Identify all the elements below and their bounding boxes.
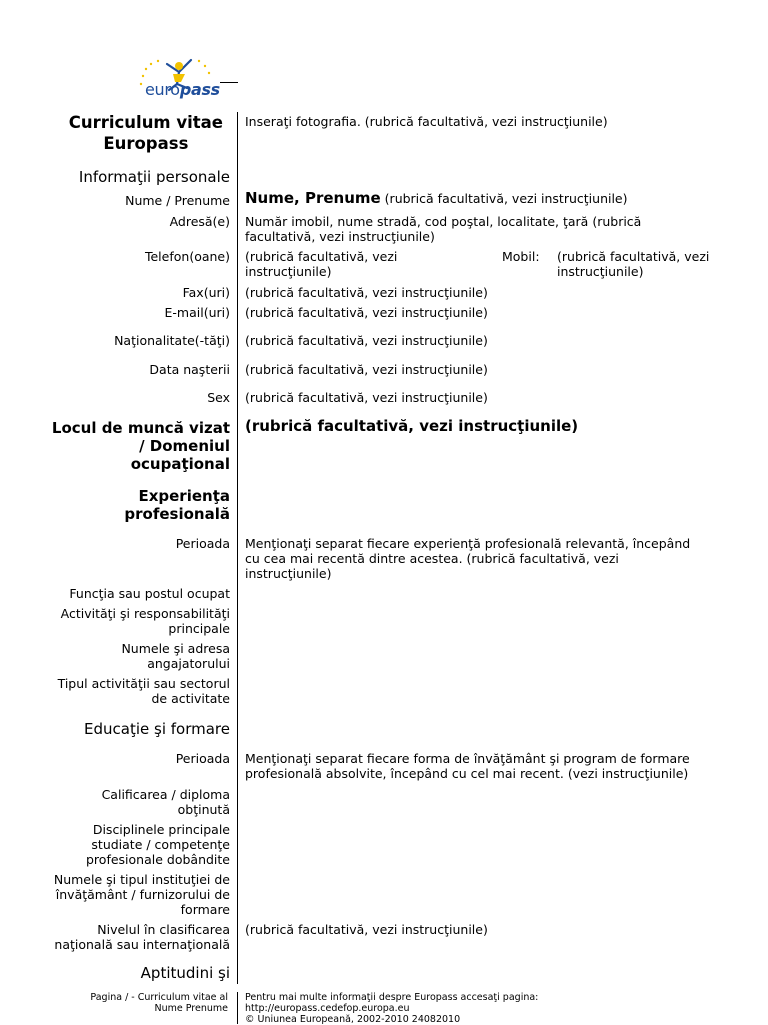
logo-wordmark: europass (145, 80, 220, 99)
classification-level-label: Nivelul în clasificarea naţională sau internaţională (54, 922, 230, 952)
institution-label: Numele şi tipul instituţiei de învăţământ / furnizorului de formare (53, 872, 230, 917)
activities-label: Activităţi şi responsabilităţi principale (60, 606, 230, 636)
function-label: Funcţia sau postul ocupat (69, 586, 230, 601)
column-divider (237, 112, 238, 984)
desired-job-value: (rubrică facultativă, vezi instrucţiunile) (245, 417, 579, 435)
birth-date-value: (rubrică facultativă, vezi instrucţiunile) (245, 362, 488, 377)
sex-value: (rubrică facultativă, vezi instrucţiunile) (245, 390, 488, 405)
education-period-label: Perioada (175, 751, 230, 766)
footer-page-info: Pagina / - Curriculum vitae al Nume Prenume (90, 992, 228, 1014)
footer-europass-info: Pentru mai multe informaţii despre Europass accesaţi pagina: http://europass.cedefop.europa.eu © Uniunea Europeană, 2002-2010 24082010 (245, 992, 539, 1025)
logo-divider (220, 82, 238, 83)
employer-label: Numele şi adresa angajatorului (121, 641, 230, 671)
section-skills: Aptitudini şi (140, 964, 230, 982)
nationality-label: Naţionalitate(-tăţi) (114, 333, 230, 348)
name-value: Nume, Prenume (rubrică facultativă, vezi instrucţiunile) (245, 189, 628, 207)
address-value: Număr imobil, nume stradă, cod poştal, localitate, ţară (rubrică facultativă, vezi instrucţiunile) (245, 214, 642, 244)
phone-value: (rubrică facultativă, vezi instrucţiunile) (245, 249, 398, 279)
email-value: (rubrică facultativă, vezi instrucţiunile) (245, 305, 488, 320)
sex-label: Sex (207, 390, 230, 405)
subjects-label: Disciplinele principale studiate / competenţe profesionale dobândite (86, 822, 230, 867)
qualification-label: Calificarea / diploma obţinută (101, 787, 230, 817)
section-experience: Experienţa profesională (124, 487, 230, 523)
europass-logo (133, 54, 243, 104)
section-education: Educaţie şi formare (84, 720, 230, 738)
education-period-value: Menţionaţi separat fiecare forma de învăţământ şi program de formare profesională absolvite, începând cu cel mai recent. (vezi instrucţiunile) (245, 751, 690, 781)
desired-job-label: Locul de muncă vizat / Domeniul ocupaţional (51, 419, 230, 473)
classification-level-value: (rubrică facultativă, vezi instrucţiunile) (245, 922, 488, 937)
name-label: Nume / Prenume (125, 193, 230, 208)
email-label: E-mail(uri) (164, 305, 230, 320)
fax-label: Fax(uri) (182, 285, 230, 300)
birth-date-label: Data naşterii (149, 362, 230, 377)
address-label: Adresă(e) (169, 214, 230, 229)
fax-value: (rubrică facultativă, vezi instrucţiunile) (245, 285, 488, 300)
mobile-label: Mobil: (502, 249, 540, 264)
experience-period-value: Menţionaţi separat fiecare experienţă profesională relevantă, începând cu cea mai recentă dintre acestea. (rubrică facultativă, vezi instrucţiunile) (245, 536, 691, 581)
section-personal-info: Informaţii personale (78, 168, 230, 186)
cv-title: Curriculum vitae Europass (68, 113, 223, 153)
mobile-value: (rubrică facultativă, vezi instrucţiunile) (557, 249, 710, 279)
nationality-value: (rubrică facultativă, vezi instrucţiunile) (245, 333, 488, 348)
footer-divider (237, 992, 238, 1024)
phone-label: Telefon(oane) (144, 249, 230, 264)
experience-period-label: Perioada (175, 536, 230, 551)
photo-placeholder: Inseraţi fotografia. (rubrică facultativă, vezi instrucţiunile) (245, 114, 608, 129)
sector-label: Tipul activităţii sau sectorul de activitate (57, 676, 230, 706)
